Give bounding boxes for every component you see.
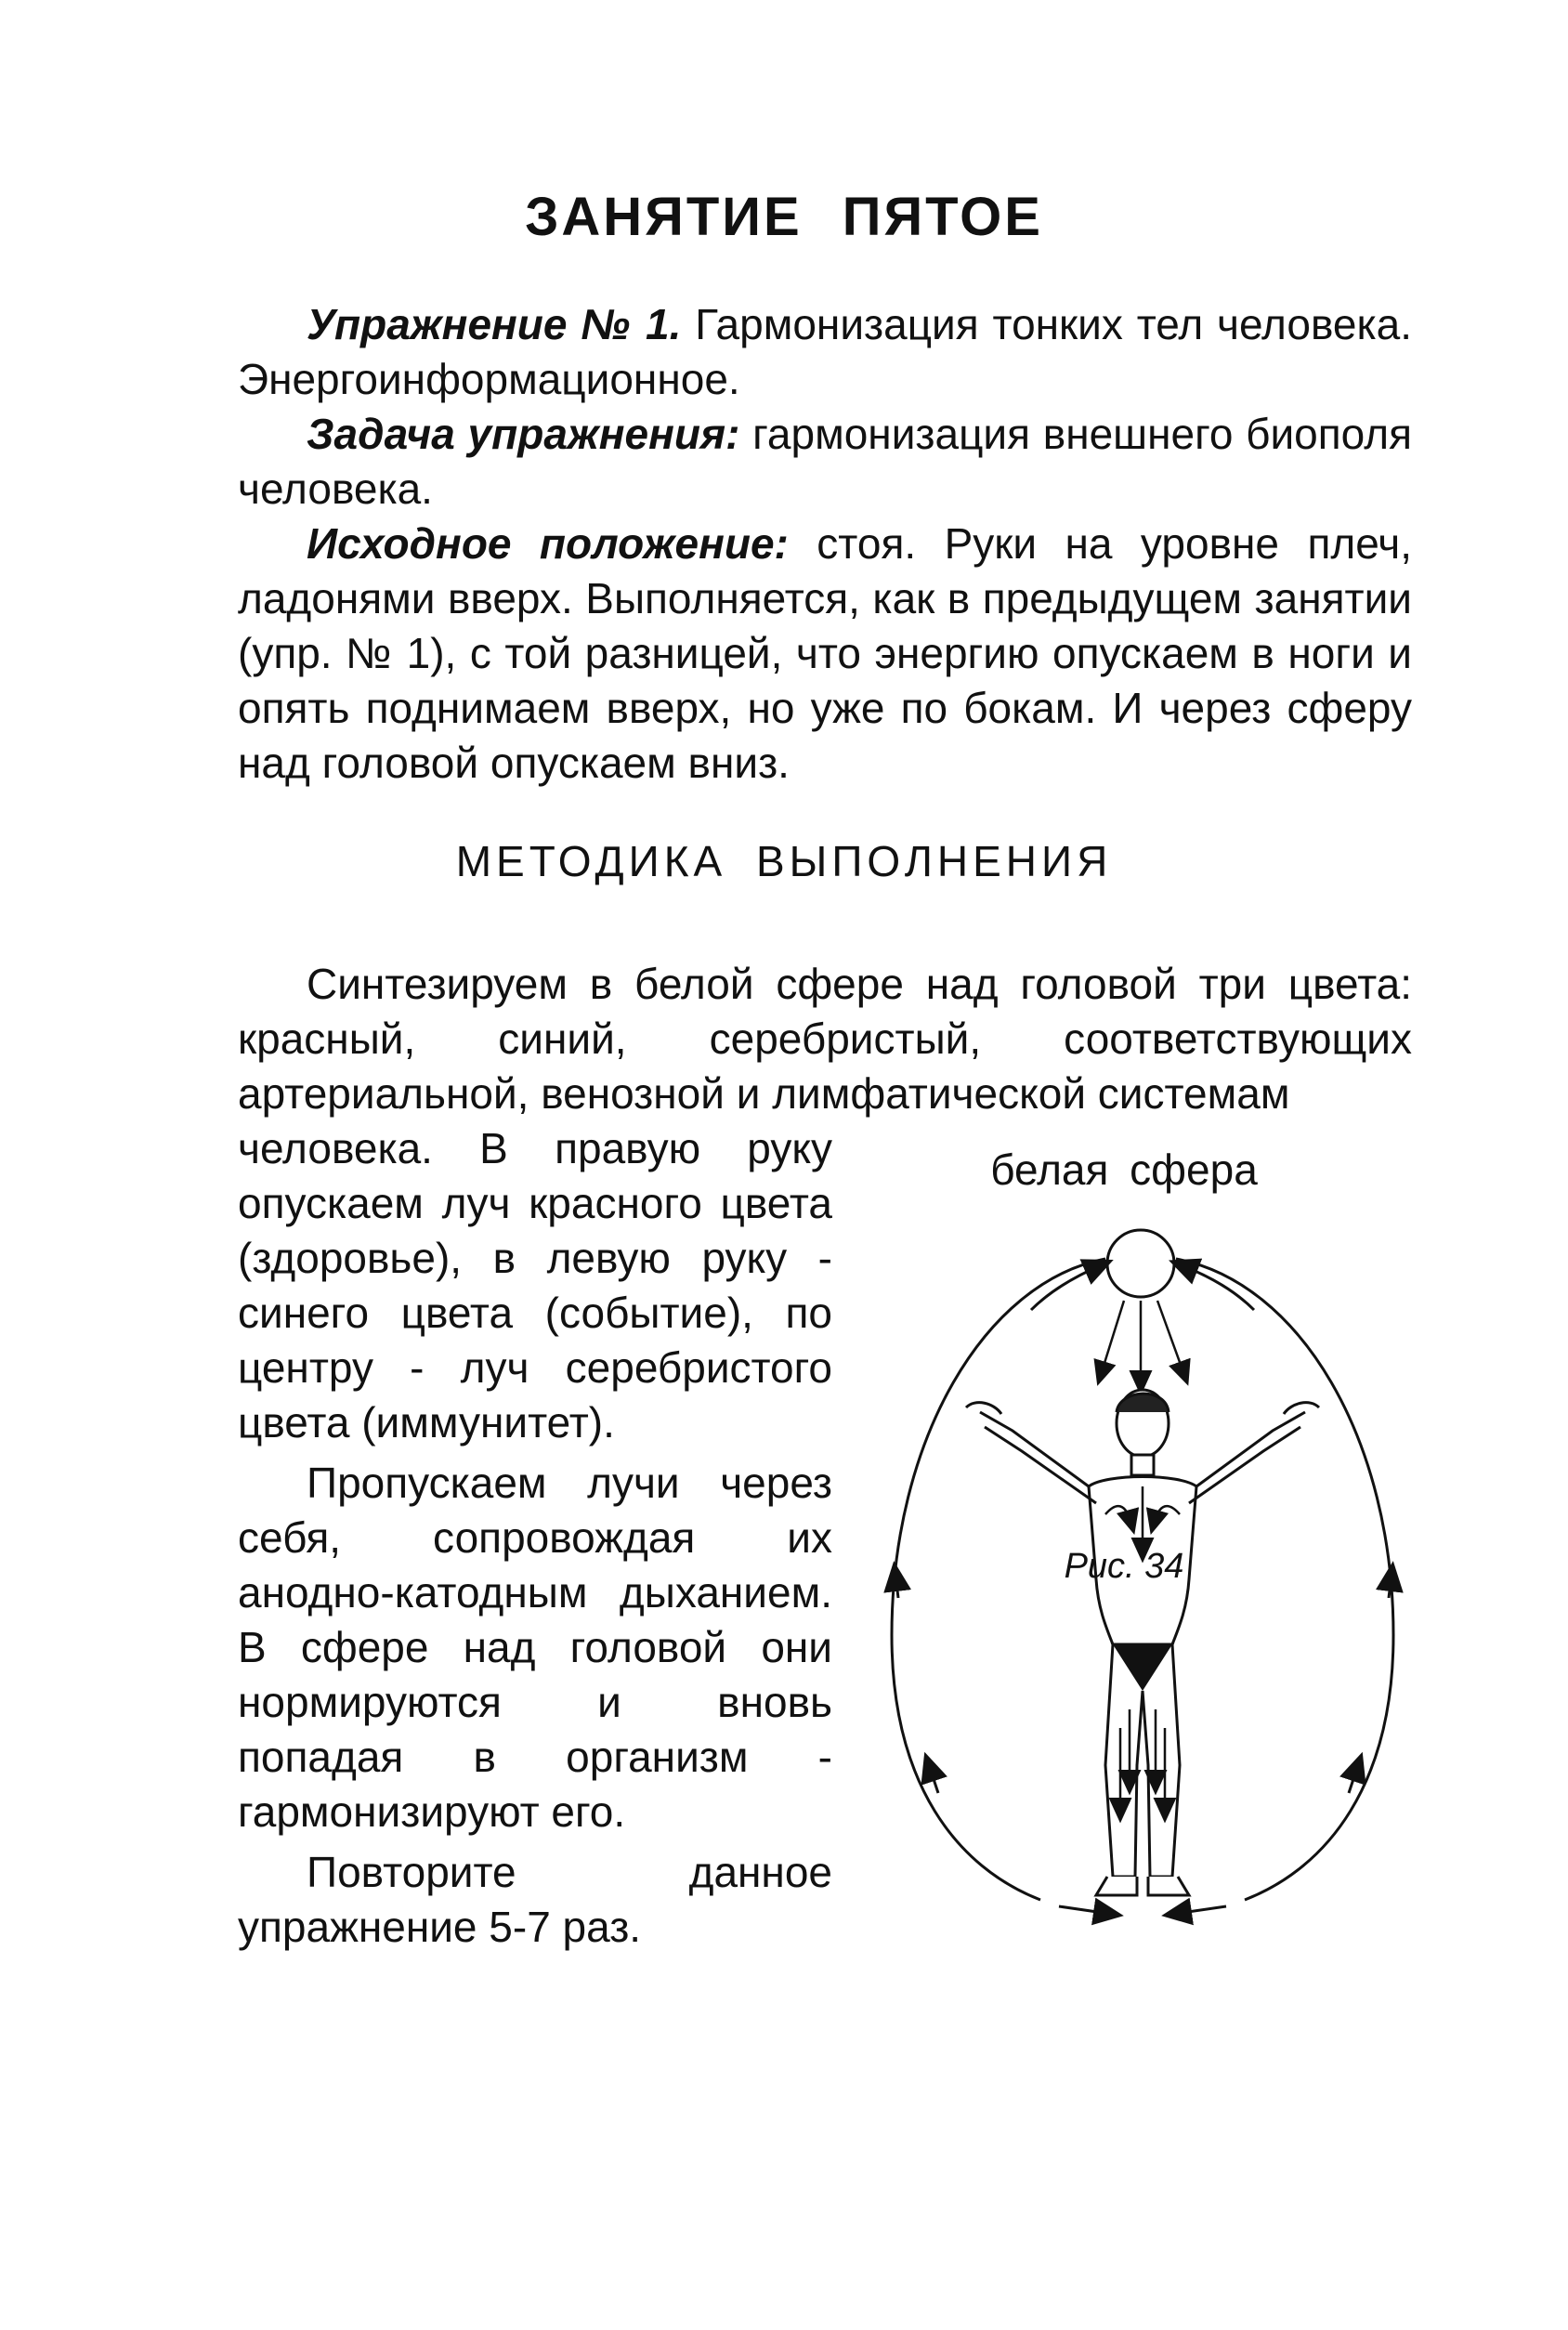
start-position-text: стоя. Руки на уровне плеч, ладонями вверх. Выполняется, как в предыдущем занятии (упр. № 1), с той разницей, что энергию опускаем в ноги и опять поднимаем вверх, но уже по бокам. И через сферу над головой опускаем вниз. [238, 519, 1412, 787]
task-paragraph [238, 407, 1412, 517]
figure-caption: Рис. 34 [1064, 1547, 1184, 1586]
method-heading: МЕТОДИКА ВЫПОЛНЕНИЯ [455, 837, 1113, 885]
method-paragraph-1: человека. В правую руку опускаем луч красного цвета (здоровье), в левую руку - синего цвета (событие), по центру - луч серебристого цвета (иммунитет). [238, 1124, 832, 1446]
start-position-label: Исходное положение: [307, 519, 789, 568]
method-column [238, 1121, 832, 1960]
intro-block [238, 297, 1412, 791]
method-intro: Синтезируем в белой сфере над головой три цвета: красный, синий, серебристый, соответствующих артериальной, венозной и лимфатической системам [238, 960, 1412, 1118]
exercise-paragraph [238, 297, 1412, 407]
task-label: Задача упражнения: [307, 410, 740, 458]
method-paragraph-3: Повторите данное упражнение 5-7 раз. [238, 1848, 832, 1951]
sphere-rays [1101, 1301, 1184, 1384]
sphere-label: белая сфера [990, 1145, 1258, 1194]
method-paragraph-2: Пропускаем лучи через себя, сопровождая их анодно-катодным дыханием. В сфере над головой они нормируются и вновь попадая в организм - гармонизируют его. [238, 1459, 832, 1836]
exercise-label: Упражнение № 1. [307, 300, 682, 348]
chapter-title: ЗАНЯТИЕ ПЯТОЕ [525, 187, 1043, 247]
start-position-paragraph [238, 517, 1412, 791]
white-sphere [1107, 1230, 1174, 1297]
person-figure [966, 1390, 1319, 1895]
exercise-text: Гармонизация тонких тел человека. Энергоинформационное. [238, 300, 1412, 403]
task-text: гармонизация внешнего биополя человека. [238, 410, 1412, 513]
